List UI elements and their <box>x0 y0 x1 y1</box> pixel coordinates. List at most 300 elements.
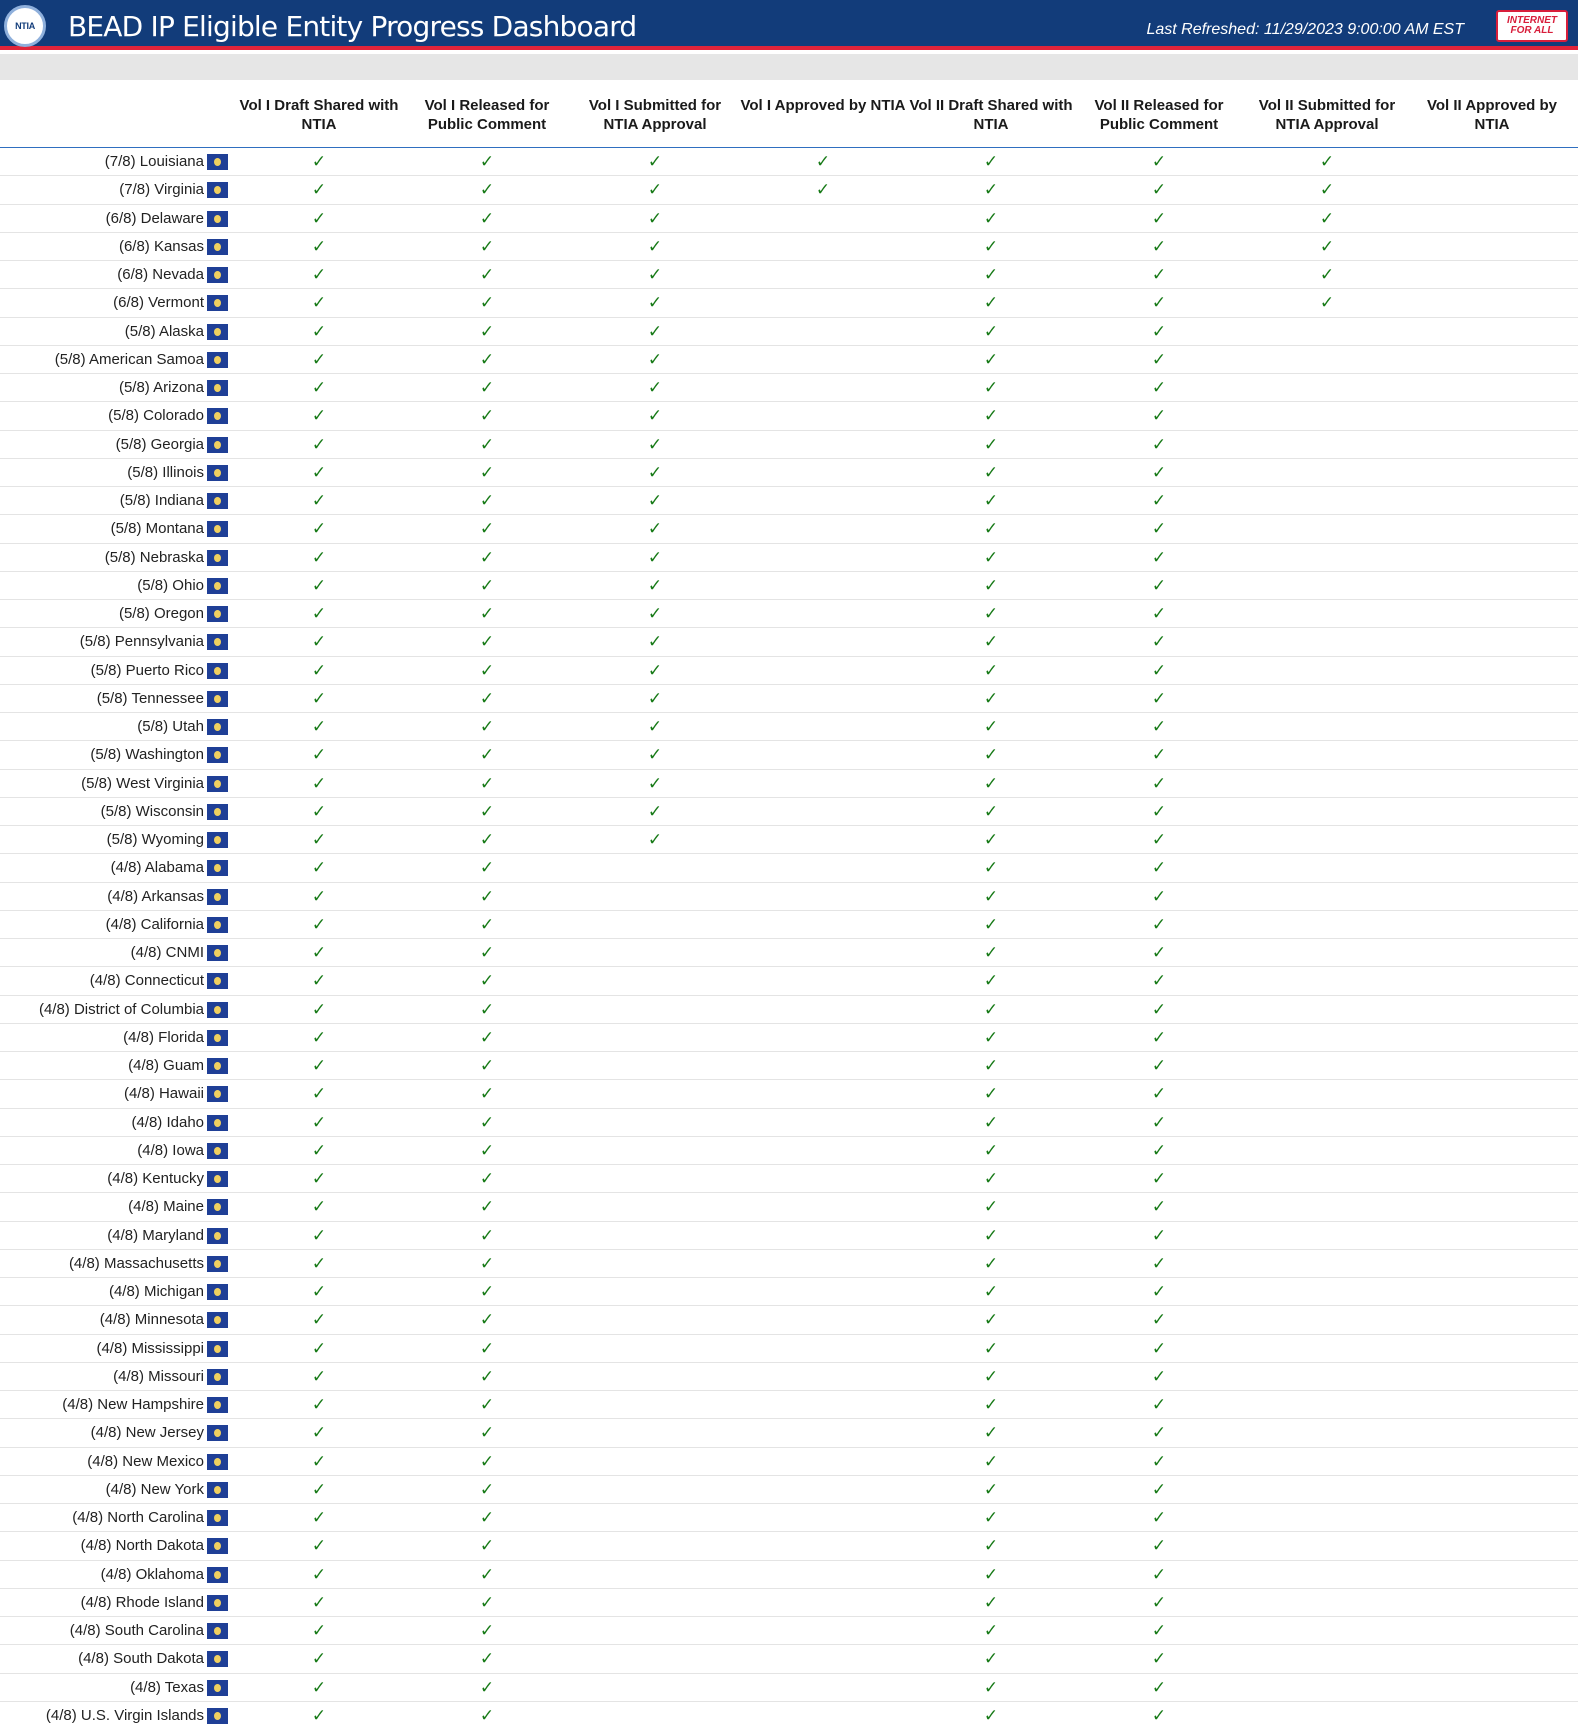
check-icon: ✓ <box>479 406 495 426</box>
check-icon: ✓ <box>983 1479 999 1499</box>
check-icon: ✓ <box>311 745 327 765</box>
state-flag-icon <box>207 1369 228 1385</box>
badge-line-1: INTERNET <box>1507 15 1557 26</box>
flag-seal-icon <box>214 186 221 194</box>
flag-seal-icon <box>214 723 221 731</box>
check-icon: ✓ <box>479 999 495 1019</box>
check-icon: ✓ <box>983 1056 999 1075</box>
check-icon: ✓ <box>479 1197 495 1217</box>
check-icon: ✓ <box>479 858 495 878</box>
column-header[interactable]: Vol I Released for Public Comment <box>424 97 550 133</box>
check-icon: ✓ <box>1151 208 1167 228</box>
flag-seal-icon <box>214 1458 221 1466</box>
table-row[interactable] <box>0 770 1578 798</box>
check-icon: ✓ <box>311 462 327 482</box>
check-icon: ✓ <box>983 1366 999 1386</box>
table-row[interactable] <box>0 402 1578 430</box>
check-icon: ✓ <box>311 914 327 934</box>
flag-seal-icon <box>214 1345 221 1353</box>
column-header[interactable]: Vol II Approved by NTIA <box>1426 97 1557 133</box>
table-row[interactable] <box>0 1532 1578 1560</box>
state-flag-icon <box>207 521 228 537</box>
entity-name: (5/8) West Virginia <box>81 774 204 792</box>
check-icon: ✓ <box>983 491 999 510</box>
check-icon: ✓ <box>647 604 663 623</box>
check-icon: ✓ <box>311 406 327 426</box>
check-icon: ✓ <box>983 152 999 171</box>
check-icon: ✓ <box>647 632 663 652</box>
check-icon: ✓ <box>983 293 999 313</box>
check-icon: ✓ <box>479 519 495 539</box>
check-icon: ✓ <box>479 1395 495 1414</box>
state-flag-icon <box>207 1595 228 1611</box>
check-icon: ✓ <box>1151 265 1167 284</box>
state-flag-icon <box>207 324 228 340</box>
entity-name: (4/8) CNMI <box>130 944 204 961</box>
check-icon: ✓ <box>1151 462 1167 482</box>
table-row[interactable] <box>0 148 1578 176</box>
check-icon: ✓ <box>983 406 999 426</box>
check-icon: ✓ <box>311 1536 327 1556</box>
table-row[interactable] <box>0 967 1578 995</box>
check-icon: ✓ <box>311 801 327 821</box>
table-row[interactable] <box>0 939 1578 967</box>
check-icon: ✓ <box>479 632 495 652</box>
state-flag-icon <box>207 889 228 905</box>
table-row[interactable] <box>0 1363 1578 1391</box>
table-row[interactable] <box>0 318 1578 346</box>
table-row[interactable] <box>0 346 1578 374</box>
entity-name: (4/8) New York <box>105 1480 204 1498</box>
table-row[interactable] <box>0 1589 1578 1617</box>
flag-seal-icon <box>214 695 221 703</box>
entity-name: (6/8) Nevada <box>117 266 204 283</box>
ntia-logo-icon[interactable] <box>4 5 46 47</box>
state-flag-icon <box>207 1312 228 1328</box>
state-flag-icon <box>207 1228 228 1244</box>
check-icon: ✓ <box>1151 1564 1167 1584</box>
check-icon: ✓ <box>311 830 327 849</box>
entity-name: (5/8) Tennessee <box>96 689 204 707</box>
check-icon: ✓ <box>311 491 327 510</box>
table-row[interactable] <box>0 826 1578 854</box>
flag-seal-icon <box>214 497 221 505</box>
check-icon: ✓ <box>479 1225 495 1245</box>
table-row[interactable] <box>0 1448 1578 1476</box>
progress-table <box>0 148 1578 1728</box>
check-icon: ✓ <box>1151 1197 1167 1217</box>
check-icon: ✓ <box>647 434 663 454</box>
check-icon: ✓ <box>479 1508 495 1527</box>
check-icon: ✓ <box>647 801 663 821</box>
check-icon: ✓ <box>1151 801 1167 821</box>
check-icon: ✓ <box>647 745 663 765</box>
state-flag-icon <box>207 211 228 227</box>
entity-name: (6/8) Kansas <box>118 237 204 255</box>
check-icon: ✓ <box>311 1621 327 1640</box>
check-icon: ✓ <box>983 773 999 793</box>
entity-name: (5/8) Wisconsin <box>100 802 204 820</box>
check-icon: ✓ <box>647 519 663 539</box>
check-icon: ✓ <box>1151 886 1167 906</box>
check-icon: ✓ <box>479 293 495 313</box>
table-row[interactable] <box>0 1306 1578 1334</box>
check-icon: ✓ <box>983 914 999 934</box>
entity-name: (4/8) South Dakota <box>78 1650 204 1668</box>
entity-name: (5/8) American Samoa <box>54 350 204 368</box>
entity-name: (4/8) North Dakota <box>80 1537 204 1555</box>
flag-seal-icon <box>214 1627 221 1635</box>
check-icon: ✓ <box>1319 293 1335 313</box>
check-icon: ✓ <box>479 265 495 284</box>
check-icon: ✓ <box>311 688 327 708</box>
check-icon: ✓ <box>983 349 999 369</box>
check-icon: ✓ <box>311 1140 327 1160</box>
entity-name: (4/8) Minnesota <box>99 1311 204 1329</box>
check-icon: ✓ <box>983 1677 999 1697</box>
flag-seal-icon <box>214 780 221 788</box>
state-flag-icon <box>207 1454 228 1470</box>
entity-name: (5/8) Indiana <box>119 492 204 509</box>
state-flag-icon <box>207 267 228 283</box>
state-flag-icon <box>207 408 228 424</box>
check-icon: ✓ <box>983 943 999 962</box>
check-icon: ✓ <box>647 830 663 849</box>
table-row[interactable] <box>0 431 1578 459</box>
check-icon: ✓ <box>479 1536 495 1556</box>
table-row[interactable] <box>0 1250 1578 1278</box>
entity-name: (5/8) Nebraska <box>104 548 204 566</box>
entity-name: (4/8) South Carolina <box>69 1622 204 1639</box>
check-icon: ✓ <box>311 208 327 228</box>
flag-seal-icon <box>214 1486 221 1494</box>
table-row[interactable] <box>0 1278 1578 1306</box>
check-icon: ✓ <box>311 1253 327 1273</box>
table-row[interactable] <box>0 1222 1578 1250</box>
state-flag-icon <box>207 465 228 481</box>
table-row[interactable] <box>0 883 1578 911</box>
table-row[interactable] <box>0 1052 1578 1080</box>
state-flag-icon <box>207 1510 228 1526</box>
entity-name: (5/8) Ohio <box>137 576 204 594</box>
state-flag-icon <box>207 691 228 707</box>
state-flag-icon <box>207 1115 228 1131</box>
check-icon: ✓ <box>983 660 999 680</box>
column-header[interactable]: Vol I Draft Shared with NTIA <box>239 97 399 133</box>
entity-name: (7/8) Louisiana <box>104 153 204 170</box>
state-flag-icon <box>207 606 228 622</box>
check-icon: ✓ <box>311 1027 327 1047</box>
flag-seal-icon <box>214 328 221 336</box>
check-icon: ✓ <box>311 1084 327 1104</box>
state-flag-icon <box>207 239 228 255</box>
entity-name: (4/8) Rhode Island <box>80 1593 204 1611</box>
state-flag-icon <box>207 1680 228 1696</box>
check-icon: ✓ <box>1151 519 1167 539</box>
flag-seal-icon <box>214 1599 221 1607</box>
check-icon: ✓ <box>311 1564 327 1584</box>
flag-seal-icon <box>214 1514 221 1522</box>
flag-seal-icon <box>214 638 221 646</box>
check-icon: ✓ <box>479 801 495 821</box>
state-flag-icon <box>207 1538 228 1554</box>
check-icon: ✓ <box>983 1112 999 1132</box>
entity-name: (4/8) District of Columbia <box>38 1000 204 1018</box>
flag-seal-icon <box>214 243 221 251</box>
check-icon: ✓ <box>1151 688 1167 708</box>
check-icon: ✓ <box>311 1366 327 1386</box>
check-icon: ✓ <box>311 349 327 369</box>
check-icon: ✓ <box>983 1649 999 1669</box>
check-icon: ✓ <box>1151 180 1167 200</box>
table-row[interactable] <box>0 374 1578 402</box>
entity-name: (4/8) Iowa <box>137 1141 204 1159</box>
table-row[interactable] <box>0 1193 1578 1221</box>
entity-name: (5/8) Oregon <box>118 605 204 622</box>
entity-name: (5/8) Washington <box>90 746 204 764</box>
table-row[interactable] <box>0 459 1578 487</box>
check-icon: ✓ <box>479 1649 495 1669</box>
column-header[interactable]: Vol I Submitted for NTIA Approval <box>588 97 722 133</box>
check-icon: ✓ <box>647 547 663 567</box>
check-icon: ✓ <box>983 1592 999 1612</box>
check-icon: ✓ <box>311 378 327 397</box>
table-row[interactable] <box>0 911 1578 939</box>
entity-name: (4/8) Maine <box>128 1198 204 1216</box>
flag-seal-icon <box>214 977 221 985</box>
table-row[interactable] <box>0 1674 1578 1702</box>
check-icon: ✓ <box>983 1451 999 1471</box>
state-flag-icon <box>207 663 228 679</box>
check-icon: ✓ <box>1151 1479 1167 1499</box>
table-row[interactable] <box>0 1335 1578 1363</box>
check-icon: ✓ <box>983 321 999 341</box>
check-icon: ✓ <box>647 349 663 369</box>
check-icon: ✓ <box>1151 406 1167 426</box>
check-icon: ✓ <box>479 1056 495 1075</box>
entity-name: (7/8) Virginia <box>119 181 204 199</box>
check-icon: ✓ <box>983 971 999 991</box>
table-row[interactable] <box>0 1504 1578 1532</box>
table-row[interactable] <box>0 741 1578 769</box>
check-icon: ✓ <box>479 1140 495 1160</box>
check-icon: ✓ <box>1151 632 1167 652</box>
check-icon: ✓ <box>479 971 495 991</box>
flag-seal-icon <box>214 582 221 590</box>
table-row[interactable] <box>0 1561 1578 1589</box>
flag-seal-icon <box>214 271 221 279</box>
check-icon: ✓ <box>647 575 663 595</box>
check-icon: ✓ <box>479 688 495 708</box>
check-icon: ✓ <box>479 491 495 510</box>
check-icon: ✓ <box>1151 321 1167 341</box>
entity-name: (5/8) Georgia <box>115 435 204 453</box>
table-row[interactable] <box>0 996 1578 1024</box>
table-row[interactable] <box>0 176 1578 204</box>
column-header[interactable]: Vol I Approved by NTIA <box>740 97 906 114</box>
state-flag-icon <box>207 437 228 453</box>
table-row[interactable] <box>0 713 1578 741</box>
check-icon: ✓ <box>647 293 663 313</box>
check-icon: ✓ <box>479 236 495 256</box>
entity-name: (5/8) Utah <box>137 718 204 735</box>
check-icon: ✓ <box>1151 745 1167 765</box>
check-icon: ✓ <box>983 519 999 539</box>
check-icon: ✓ <box>983 378 999 397</box>
table-row[interactable] <box>0 1702 1578 1728</box>
check-icon: ✓ <box>311 1310 327 1330</box>
check-icon: ✓ <box>983 858 999 878</box>
flag-seal-icon <box>214 1429 221 1437</box>
table-row[interactable] <box>0 600 1578 628</box>
table-row[interactable] <box>0 1419 1578 1447</box>
entity-name: (4/8) Guam <box>128 1057 204 1074</box>
check-icon: ✓ <box>479 1451 495 1471</box>
check-icon: ✓ <box>311 1649 327 1669</box>
check-icon: ✓ <box>479 773 495 793</box>
check-icon: ✓ <box>1151 293 1167 313</box>
check-icon: ✓ <box>479 1592 495 1612</box>
check-icon: ✓ <box>479 1705 495 1725</box>
table-row[interactable] <box>0 1165 1578 1193</box>
table-row[interactable] <box>0 289 1578 317</box>
check-icon: ✓ <box>647 462 663 482</box>
table-row[interactable] <box>0 1024 1578 1052</box>
check-icon: ✓ <box>983 462 999 482</box>
check-icon: ✓ <box>1151 717 1167 736</box>
check-icon: ✓ <box>1151 491 1167 510</box>
check-icon: ✓ <box>479 575 495 595</box>
check-icon: ✓ <box>479 830 495 849</box>
state-flag-icon <box>207 832 228 848</box>
state-flag-icon <box>207 154 228 170</box>
table-row[interactable] <box>0 1109 1578 1137</box>
check-icon: ✓ <box>1151 152 1167 171</box>
check-icon: ✓ <box>311 1112 327 1132</box>
check-icon: ✓ <box>1151 1282 1167 1301</box>
check-icon: ✓ <box>983 745 999 765</box>
table-row[interactable] <box>0 487 1578 515</box>
table-row[interactable] <box>0 1476 1578 1504</box>
flag-seal-icon <box>214 1203 221 1211</box>
check-icon: ✓ <box>983 575 999 595</box>
flag-seal-icon <box>214 1655 221 1663</box>
table-row[interactable] <box>0 1080 1578 1108</box>
flag-seal-icon <box>214 441 221 449</box>
check-icon: ✓ <box>647 688 663 708</box>
check-icon: ✓ <box>1319 236 1335 256</box>
table-row[interactable] <box>0 544 1578 572</box>
table-row[interactable] <box>0 657 1578 685</box>
entity-name: (4/8) Oklahoma <box>100 1565 204 1583</box>
check-icon: ✓ <box>983 1253 999 1273</box>
flag-seal-icon <box>214 1542 221 1550</box>
column-header[interactable]: Vol II Draft Shared with NTIA <box>909 97 1073 133</box>
entity-name: (5/8) Arizona <box>118 379 204 396</box>
check-icon: ✓ <box>1151 1366 1167 1386</box>
check-icon: ✓ <box>311 1705 327 1725</box>
table-row[interactable] <box>0 515 1578 543</box>
table-row[interactable] <box>0 854 1578 882</box>
state-flag-icon <box>207 973 228 989</box>
check-icon: ✓ <box>311 858 327 878</box>
check-icon: ✓ <box>983 801 999 821</box>
check-icon: ✓ <box>983 1705 999 1725</box>
check-icon: ✓ <box>983 1084 999 1104</box>
table-row[interactable] <box>0 261 1578 289</box>
entity-name: (4/8) Hawaii <box>123 1085 204 1103</box>
column-header[interactable]: Vol II Released for Public Comment <box>1094 97 1224 133</box>
internet-for-all-logo[interactable] <box>1496 10 1568 42</box>
entity-name: (4/8) New Hampshire <box>62 1396 204 1413</box>
check-icon: ✓ <box>479 886 495 906</box>
table-row[interactable] <box>0 1617 1578 1645</box>
entity-name: (4/8) Texas <box>130 1678 204 1696</box>
flag-seal-icon <box>214 1034 221 1042</box>
check-icon: ✓ <box>311 1479 327 1499</box>
check-icon: ✓ <box>983 886 999 906</box>
check-icon: ✓ <box>983 1508 999 1527</box>
flag-seal-icon <box>214 1232 221 1240</box>
entity-name: (4/8) Massachusetts <box>68 1254 204 1272</box>
flag-seal-icon <box>214 921 221 929</box>
check-icon: ✓ <box>647 321 663 341</box>
entity-name: (5/8) Alaska <box>124 322 204 340</box>
flag-seal-icon <box>214 949 221 957</box>
check-icon: ✓ <box>311 1677 327 1697</box>
table-row[interactable] <box>0 1137 1578 1165</box>
entity-name: (6/8) Delaware <box>105 209 204 227</box>
check-icon: ✓ <box>983 547 999 567</box>
state-flag-icon <box>207 634 228 650</box>
flag-seal-icon <box>214 554 221 562</box>
flag-seal-icon <box>214 525 221 533</box>
table-row[interactable] <box>0 205 1578 233</box>
check-icon: ✓ <box>311 236 327 256</box>
entity-name: (4/8) Mississippi <box>96 1339 204 1357</box>
column-header[interactable]: Vol II Submitted for NTIA Approval <box>1258 97 1396 133</box>
check-icon: ✓ <box>479 547 495 567</box>
check-icon: ✓ <box>1151 1084 1167 1104</box>
state-flag-icon <box>207 1284 228 1300</box>
state-flag-icon <box>207 804 228 820</box>
state-flag-icon <box>207 945 228 961</box>
check-icon: ✓ <box>983 180 999 200</box>
check-icon: ✓ <box>479 1366 495 1386</box>
check-icon: ✓ <box>311 632 327 652</box>
last-refreshed-text: Last Refreshed: 11/29/2023 9:00:00 AM EST <box>1146 21 1464 38</box>
entity-name: (4/8) New Jersey <box>90 1424 204 1442</box>
table-row[interactable] <box>0 1645 1578 1673</box>
table-row[interactable] <box>0 1391 1578 1419</box>
check-icon: ✓ <box>311 943 327 962</box>
flag-seal-icon <box>214 1147 221 1155</box>
table-row[interactable] <box>0 233 1578 261</box>
table-row[interactable] <box>0 685 1578 713</box>
check-icon: ✓ <box>311 660 327 680</box>
check-icon: ✓ <box>983 1536 999 1556</box>
check-icon: ✓ <box>647 208 663 228</box>
table-row[interactable] <box>0 798 1578 826</box>
entity-name: (5/8) Colorado <box>108 407 204 425</box>
check-icon: ✓ <box>1151 1649 1167 1669</box>
check-icon: ✓ <box>479 462 495 482</box>
flag-seal-icon <box>214 1316 221 1324</box>
table-row[interactable] <box>0 628 1578 656</box>
table-row[interactable] <box>0 572 1578 600</box>
check-icon: ✓ <box>311 1197 327 1217</box>
flag-seal-icon <box>214 1175 221 1183</box>
